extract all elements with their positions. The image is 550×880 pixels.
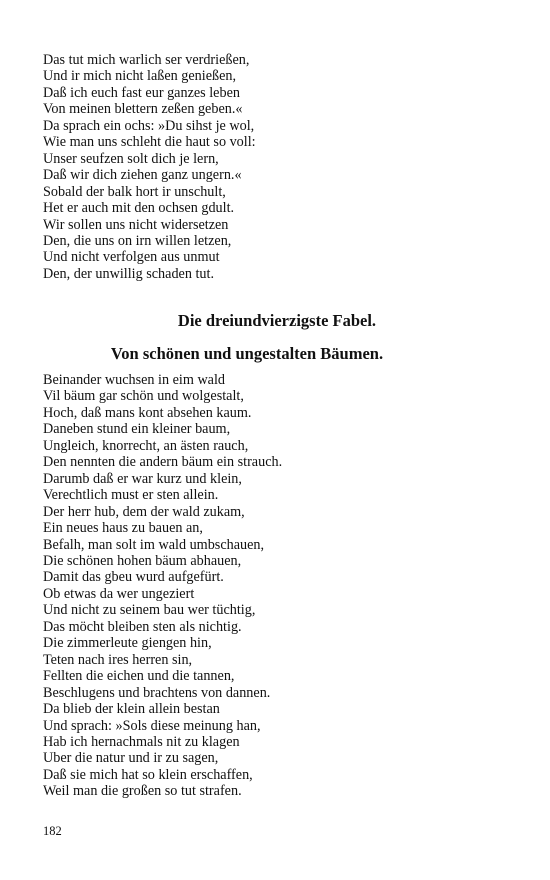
verse-line: Weil man die großen so tut strafen.: [43, 783, 242, 800]
verse-line: Und sprach: »Sols diese meinung han,: [43, 717, 261, 734]
verse-line: Het er auch mit den ochsen gdult.: [43, 200, 235, 217]
verse-line: Den nennten die andern bäum ein strauch.: [43, 454, 283, 471]
verse-line: Hab ich hernachmals nit zu klagen: [43, 733, 240, 750]
verse-line: Ein neues haus zu bauen an,: [43, 520, 203, 537]
verse-line: Uber die natur und ir zu sagen,: [43, 750, 219, 767]
verse-line: Daß wir dich ziehen ganz ungern.«: [43, 167, 242, 184]
verse-line: Wir sollen uns nicht widersetzen: [43, 216, 229, 233]
verse-line: Da sprach ein ochs: »Du sihst je wol,: [43, 117, 255, 134]
verse-stanza-fable-43: [43, 372, 513, 800]
verse-line: Da blieb der klein allein bestan: [43, 701, 220, 718]
verse-line: Und nicht zu seinem bau wer tüchtig,: [43, 602, 256, 619]
verse-line: Darumb daß er war kurz und klein,: [43, 470, 242, 487]
verse-line: Beinander wuchsen in eim wald: [43, 372, 226, 388]
page-number: 182: [43, 824, 62, 838]
verse-line: Die schönen hohen bäum abhauen,: [43, 552, 242, 569]
verse-line: Unser seufzen solt dich je lern,: [43, 150, 219, 167]
verse-line: Befalh, man solt im wald umbschauen,: [43, 536, 265, 553]
verse-line: Die zimmerleute giengen hin,: [43, 635, 212, 652]
verse-line: Wie man uns schleht die haut so voll:: [43, 134, 256, 151]
fable-number-heading: Die dreiundvierzigste Fabel.: [177, 311, 377, 330]
verse-line: Den, der unwillig schaden tut.: [43, 265, 214, 282]
verse-line: Der herr hub, dem der wald zukam,: [43, 503, 245, 520]
verse-line: Fellten die eichen und die tannen,: [43, 668, 235, 685]
verse-line: Den, die uns on irn willen letzen,: [43, 232, 232, 249]
verse-line: Und ir mich nicht laßen genießen,: [43, 68, 237, 85]
verse-line: Das möcht bleiben sten als nichtig.: [43, 618, 242, 635]
verse-stanza-previous-fable: [43, 52, 513, 282]
verse-line: Verechtlich must er sten allein.: [43, 487, 219, 504]
verse-line: Daneben stund ein kleiner baum,: [43, 421, 231, 438]
verse-line: Damit das gbeu wurd aufgefürt.: [43, 569, 224, 586]
verse-line: Ungleich, knorrecht, an ästen rauch,: [43, 437, 249, 454]
verse-line: Beschlugens und brachtens von dannen.: [43, 684, 271, 701]
fable-title-heading: Von schönen und ungestalten Bäumen.: [110, 344, 384, 363]
verse-line: Hoch, daß mans kont absehen kaum.: [43, 404, 252, 421]
verse-line: Teten nach ires herren sin,: [43, 651, 193, 668]
verse-line: Das tut mich warlich ser verdrießen,: [43, 52, 250, 68]
verse-line: Vil bäum gar schön und wolgestalt,: [43, 388, 244, 405]
verse-line: Sobald der balk hort ir unschult,: [43, 183, 226, 200]
verse-line: Daß ich euch fast eur ganzes leben: [43, 84, 240, 101]
verse-line: Ob etwas da wer ungeziert: [43, 585, 195, 602]
verse-line: Von meinen blettern zeßen geben.«: [43, 101, 243, 118]
verse-line: Und nicht verfolgen aus unmut: [43, 249, 220, 266]
verse-line: Daß sie mich hat so klein erschaffen,: [43, 766, 253, 783]
